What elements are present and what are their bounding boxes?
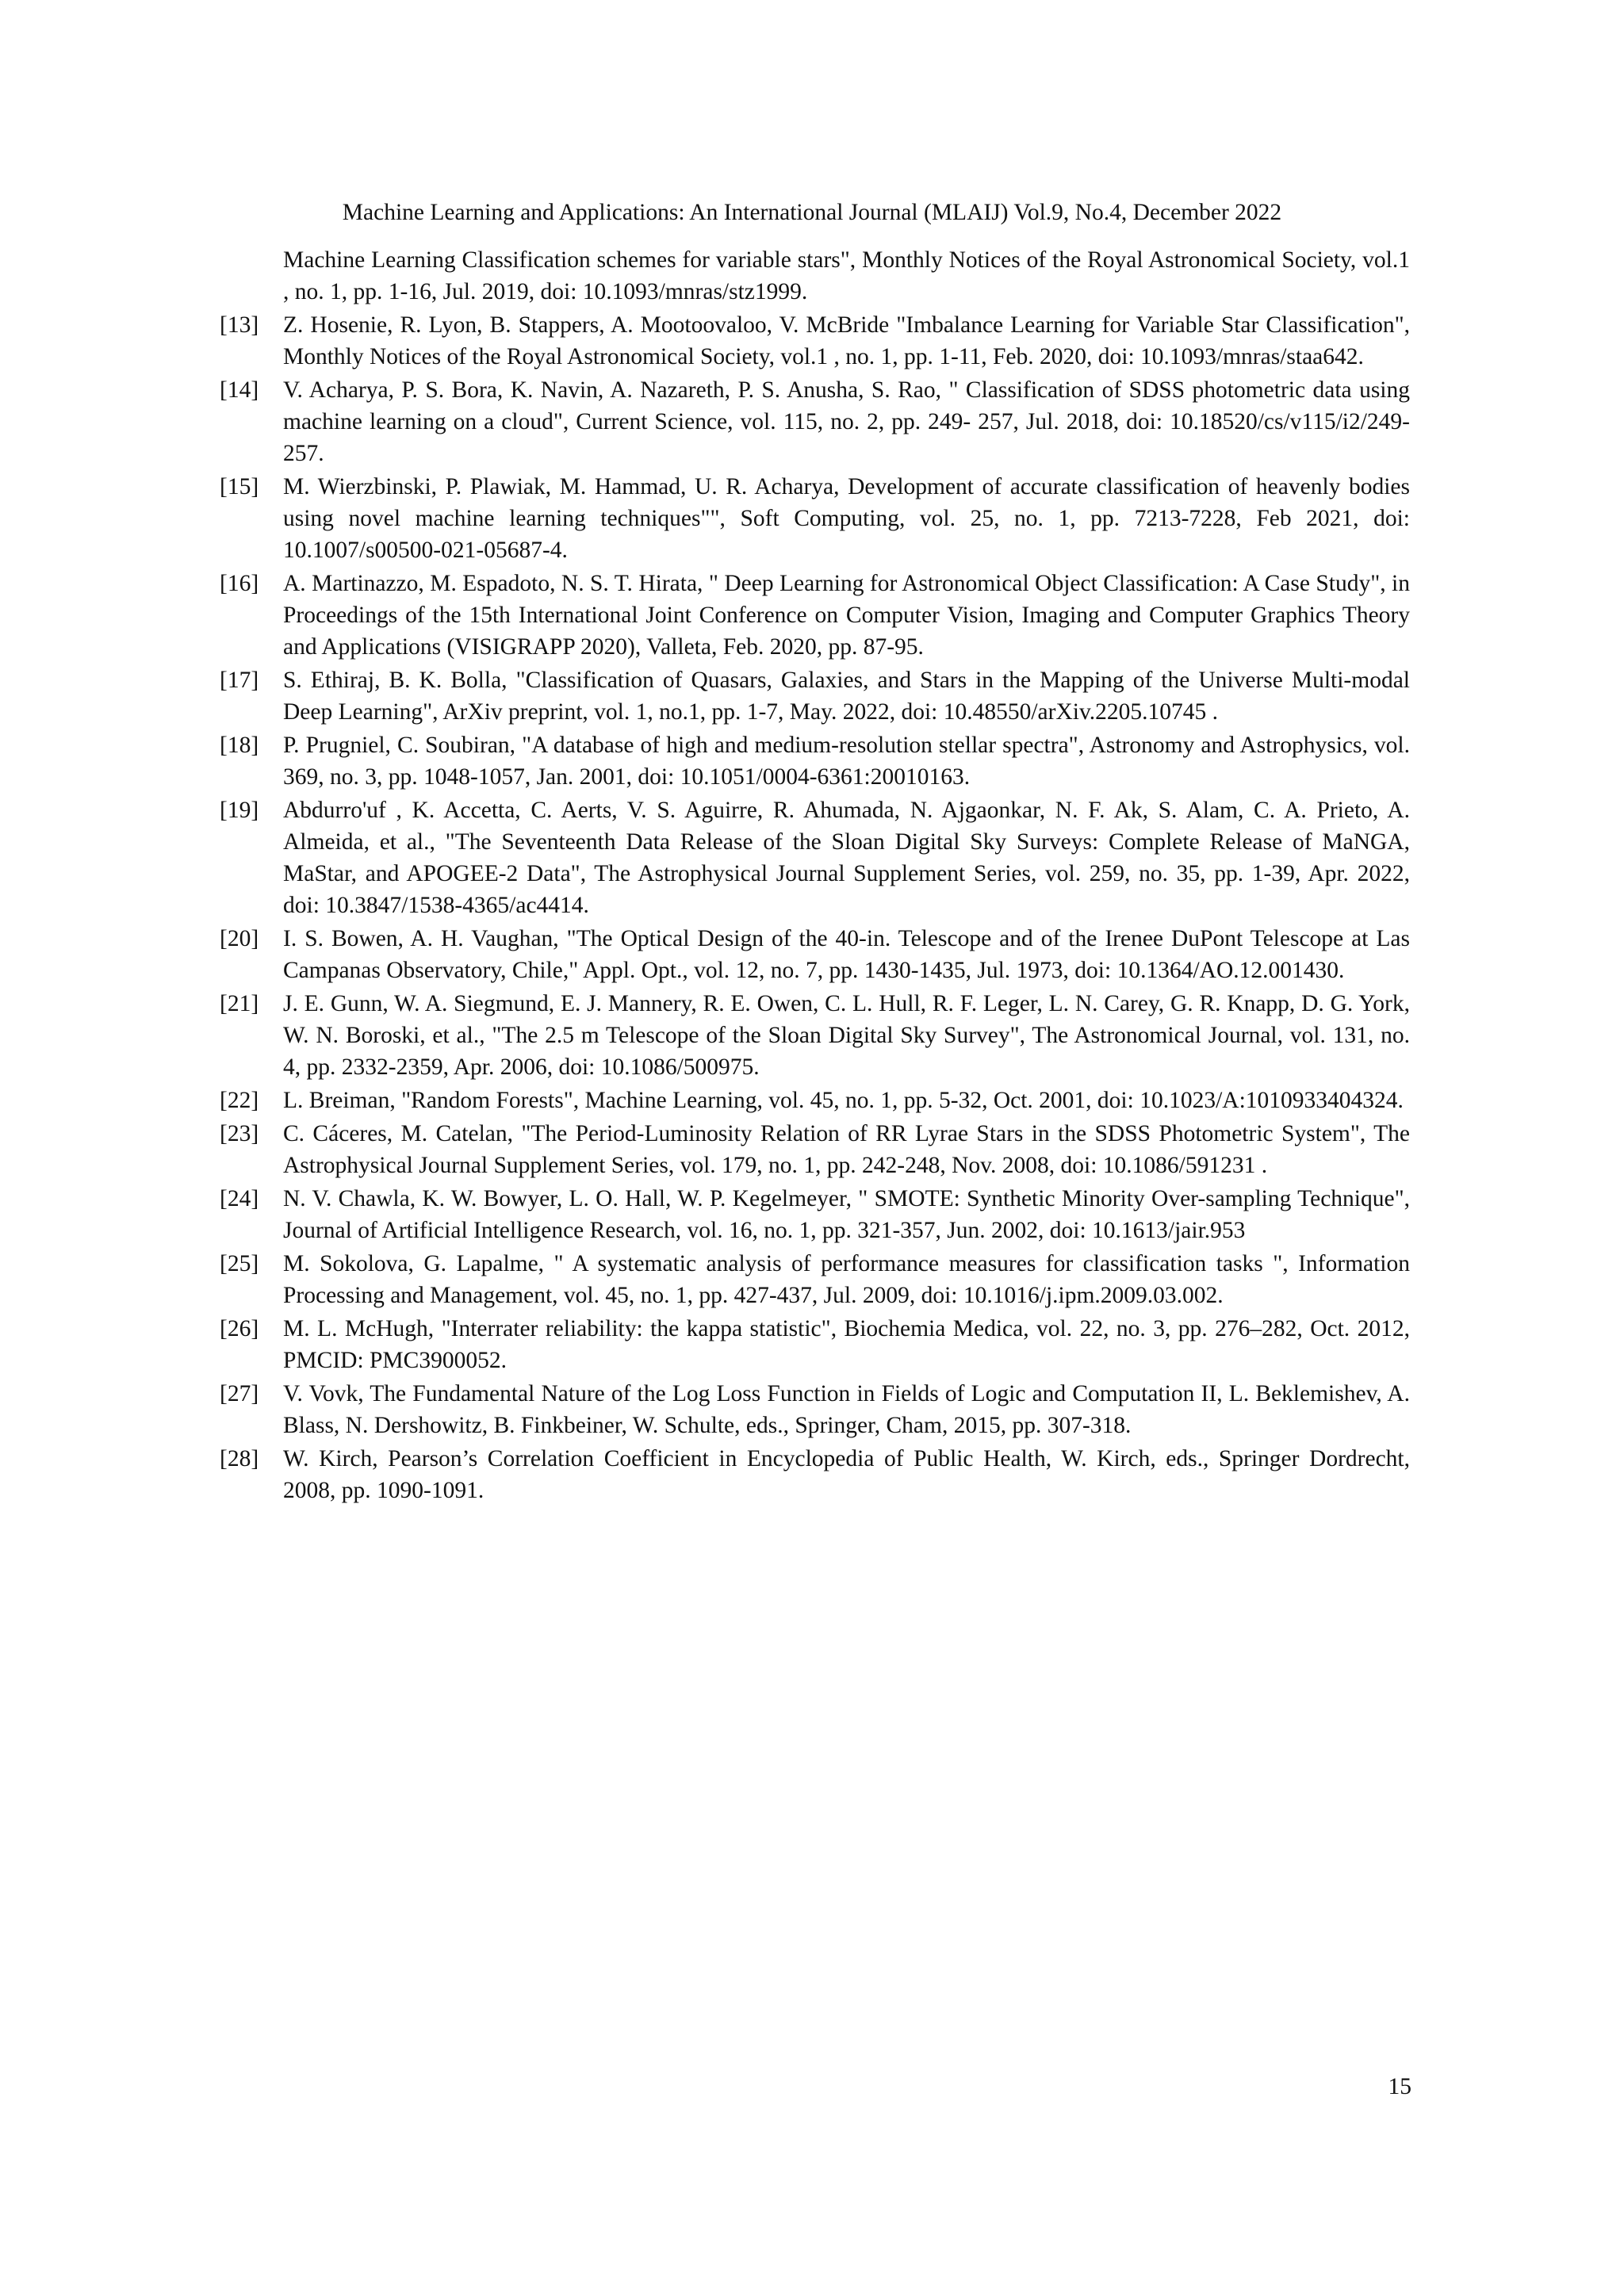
reference-text: V. Acharya, P. S. Bora, K. Navin, A. Nazareth, P. S. Anusha, S. Rao, " Classification of SDSS photometric data using machine learning on a cloud", Current Science, vol. 115, no. 2, pp. 249- 257, Jul. 2018, doi: 10.18520/cs/v115/i2/249-257. bbox=[283, 377, 1410, 466]
reference-text: C. Cáceres, M. Catelan, "The Period-Luminosity Relation of RR Lyrae Stars in the SDSS Photometric System", The Astrophysical Journal Supplement Series, vol. 179, no. 1, pp. 242-248, Nov. 2008, doi: 10.1086/591231 . bbox=[283, 1121, 1410, 1178]
reference-text: Z. Hosenie, R. Lyon, B. Stappers, A. Mootoovaloo, V. McBride "Imbalance Learning for Variable Star Classification", Monthly Notices of the Royal Astronomical Society, vol.1 , no. 1, pp. 1-11, Feb. 2020, doi: 10.1093/mnras/staa642. bbox=[283, 312, 1410, 369]
reference-item bbox=[220, 1248, 1410, 1311]
reference-number: [24] bbox=[220, 1186, 259, 1211]
reference-list bbox=[220, 244, 1410, 1508]
reference-item bbox=[220, 244, 1410, 308]
reference-text: M. Wierzbinski, P. Plawiak, M. Hammad, U. R. Acharya, Development of accurate classification of heavenly bodies using novel machine learning techniques"", Soft Computing, vol. 25, no. 1, pp. 7213-7228, Feb 2021, doi: 10.1007/s00500-021-05687-4. bbox=[283, 474, 1410, 563]
reference-number: [25] bbox=[220, 1251, 259, 1276]
reference-item bbox=[220, 1085, 1410, 1116]
reference-number: [22] bbox=[220, 1088, 259, 1113]
reference-text: P. Prugniel, C. Soubiran, "A database of high and medium-resolution stellar spectra", Astronomy and Astrophysics, vol. 369, no. 3, pp. 1048-1057, Jan. 2001, doi: 10.1051/0004-6361:20010163. bbox=[283, 733, 1410, 790]
reference-text: I. S. Bowen, A. H. Vaughan, "The Optical Design of the 40-in. Telescope and of the Irenee DuPont Telescope at Las Campanas Observatory, Chile," Appl. Opt., vol. 12, no. 7, pp. 1430-1435, Jul. 1973, doi: 10.1364/AO.12.001430. bbox=[283, 926, 1410, 983]
reference-item bbox=[220, 729, 1410, 793]
reference-text: S. Ethiraj, B. K. Bolla, "Classification of Quasars, Galaxies, and Stars in the Mapping of the Universe Multi-modal Deep Learning", ArXiv preprint, vol. 1, no.1, pp. 1-7, May. 2022, doi: 10.48550/arXiv.2205.10745 . bbox=[283, 668, 1410, 725]
reference-item bbox=[220, 1313, 1410, 1376]
reference-number: [21] bbox=[220, 991, 259, 1016]
reference-item bbox=[220, 1378, 1410, 1441]
reference-item bbox=[220, 988, 1410, 1083]
reference-number: [27] bbox=[220, 1381, 259, 1406]
reference-text: M. Sokolova, G. Lapalme, " A systematic analysis of performance measures for classification tasks ", Information Processing and Management, vol. 45, no. 1, pp. 427-437, Jul. 2009, doi: 10.1016/j.ipm.2009.03.002. bbox=[283, 1251, 1410, 1308]
journal-header: Machine Learning and Applications: An International Journal (MLAIJ) Vol.9, No.4, December 2022 bbox=[342, 200, 1282, 225]
reference-text: Abdurro'uf , K. Accetta, C. Aerts, V. S. Aguirre, R. Ahumada, N. Ajgaonkar, N. F. Ak, S. Alam, C. A. Prieto, A. Almeida, et al., "The Seventeenth Data Release of the Sloan Digital Sky Surveys: Complete Release of MaNGA, MaStar, and APOGEE-2 Data", The Astrophysical Journal Supplement Series, vol. 259, no. 35, pp. 1-39, Apr. 2022, doi: 10.3847/1538-4365/ac4414. bbox=[283, 798, 1410, 918]
reference-number: [28] bbox=[220, 1446, 259, 1471]
reference-text: M. L. McHugh, "Interrater reliability: the kappa statistic", Biochemia Medica, vol. 22, no. 3, pp. 276–282, Oct. 2012, PMCID: PMC3900052. bbox=[283, 1316, 1410, 1373]
reference-text: N. V. Chawla, K. W. Bowyer, L. O. Hall, W. P. Kegelmeyer, " SMOTE: Synthetic Minority Over-sampling Technique", Journal of Artificial Intelligence Research, vol. 16, no. 1, pp. 321-357, Jun. 2002, doi: 10.1613/jair.953 bbox=[283, 1186, 1410, 1243]
page-number: 15 bbox=[1388, 2074, 1411, 2099]
reference-number: [14] bbox=[220, 377, 259, 403]
reference-text: L. Breiman, "Random Forests", Machine Learning, vol. 45, no. 1, pp. 5-32, Oct. 2001, doi: 10.1023/A:1010933404324. bbox=[283, 1088, 1404, 1113]
reference-number: [20] bbox=[220, 926, 259, 951]
reference-item bbox=[220, 1183, 1410, 1246]
reference-item bbox=[220, 568, 1410, 663]
reference-text: Machine Learning Classification schemes for variable stars", Monthly Notices of the Royal Astronomical Society, vol.1 , no. 1, pp. 1-16, Jul. 2019, doi: 10.1093/mnras/stz1999. bbox=[283, 247, 1410, 304]
reference-item bbox=[220, 471, 1410, 566]
reference-number: [13] bbox=[220, 312, 259, 338]
reference-item bbox=[220, 309, 1410, 373]
reference-number: [18] bbox=[220, 733, 259, 758]
reference-number: [26] bbox=[220, 1316, 259, 1341]
reference-item bbox=[220, 664, 1410, 728]
reference-number: [17] bbox=[220, 668, 259, 693]
reference-text: W. Kirch, Pearson’s Correlation Coefficient in Encyclopedia of Public Health, W. Kirch, eds., Springer Dordrecht, 2008, pp. 1090-1091. bbox=[283, 1446, 1410, 1503]
reference-number: [23] bbox=[220, 1121, 259, 1146]
reference-item bbox=[220, 1443, 1410, 1506]
reference-text: J. E. Gunn, W. A. Siegmund, E. J. Mannery, R. E. Owen, C. L. Hull, R. F. Leger, L. N. Carey, G. R. Knapp, D. G. York, W. N. Boroski, et al., "The 2.5 m Telescope of the Sloan Digital Sky Survey", The Astronomical Journal, vol. 131, no. 4, pp. 2332-2359, Apr. 2006, doi: 10.1086/500975. bbox=[283, 991, 1410, 1080]
reference-item bbox=[220, 1118, 1410, 1181]
reference-number: [19] bbox=[220, 798, 259, 823]
reference-number: [15] bbox=[220, 474, 259, 499]
reference-number: [16] bbox=[220, 571, 259, 596]
reference-text: V. Vovk, The Fundamental Nature of the Log Loss Function in Fields of Logic and Computation II, L. Beklemishev, A. Blass, N. Dershowitz, B. Finkbeiner, W. Schulte, eds., Springer, Cham, 2015, pp. 307-318. bbox=[283, 1381, 1410, 1438]
reference-item bbox=[220, 374, 1410, 469]
reference-item bbox=[220, 923, 1410, 986]
reference-item bbox=[220, 794, 1410, 921]
reference-text: A. Martinazzo, M. Espadoto, N. S. T. Hirata, " Deep Learning for Astronomical Object Classification: A Case Study", in Proceedings of the 15th International Joint Conference on Computer Vision, Imaging and Computer Graphics Theory and Applications (VISIGRAPP 2020), Valleta, Feb. 2020, pp. 87-95. bbox=[283, 571, 1410, 660]
